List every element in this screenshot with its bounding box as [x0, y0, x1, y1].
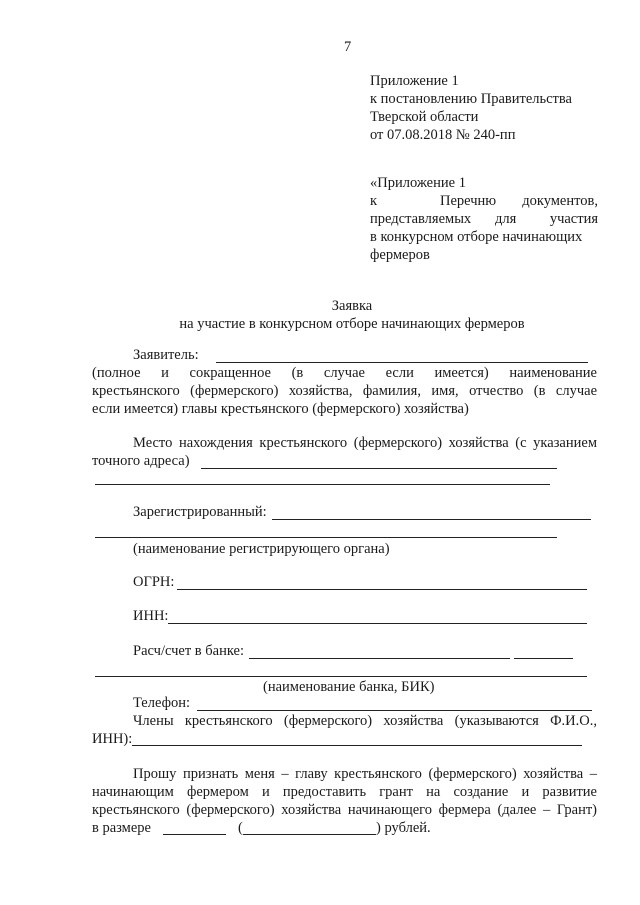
- inn-field-line[interactable]: [168, 623, 587, 624]
- reference-line: [370, 210, 598, 228]
- ogrn-label: ОГРН:: [133, 574, 175, 590]
- request-text: начинающим фермером и предоставить грант на создание и развитие: [92, 784, 597, 800]
- bank-field-line[interactable]: [95, 676, 587, 677]
- reference-word: Перечню: [440, 193, 497, 209]
- registered-field-line[interactable]: [272, 519, 591, 520]
- reference-word: представляемых: [370, 211, 472, 227]
- request-text: ) рублей.: [376, 820, 431, 836]
- applicant-note: (полное и сокращенное (в случае если имеется) наименование: [92, 365, 597, 381]
- reference-word: участия: [549, 211, 598, 227]
- phone-field-line[interactable]: [197, 710, 592, 711]
- grant-amount-words-field[interactable]: [243, 834, 376, 835]
- applicant-field-line[interactable]: [216, 362, 588, 363]
- ogrn-field-line[interactable]: [177, 589, 587, 590]
- document-title: Заявка: [331, 298, 373, 314]
- reference-line: в конкурсном отборе начинающих: [370, 229, 583, 245]
- registered-label: Зарегистрированный:: [133, 504, 267, 520]
- reference-line: фермеров: [370, 247, 430, 263]
- location-field-line[interactable]: [201, 468, 557, 469]
- members-label: Члены крестьянского (фермерского) хозяйства (указываются Ф.И.О.,: [133, 713, 597, 729]
- request-text: (: [238, 820, 243, 836]
- members-label: ИНН):: [92, 731, 133, 747]
- appendix-line: к постановлению Правительства: [370, 91, 572, 107]
- location-field-line[interactable]: [95, 484, 550, 485]
- grant-amount-field[interactable]: [163, 834, 226, 835]
- applicant-note: крестьянского (фермерского) хозяйства, фамилия, имя, отчество (в случае: [92, 383, 597, 399]
- reference-line: «Приложение 1: [370, 175, 466, 191]
- applicant-note: если имеется) главы крестьянского (фермерского) хозяйства): [92, 401, 469, 417]
- location-label: Место нахождения крестьянского (фермерского) хозяйства (с указанием: [133, 435, 597, 451]
- bank-note: (наименование банка, БИК): [263, 679, 435, 695]
- bank-label: Расч/счет в банке:: [133, 643, 244, 659]
- reference-word: документов,: [522, 193, 598, 209]
- request-text: Прошу признать меня – главу крестьянского (фермерского) хозяйства –: [133, 766, 597, 782]
- inn-label: ИНН:: [133, 608, 169, 624]
- members-field-line[interactable]: [132, 745, 582, 746]
- appendix-line: Приложение 1: [370, 73, 459, 89]
- request-text: в размере: [92, 820, 151, 836]
- reference-line: [370, 192, 598, 210]
- location-label: точного адреса): [92, 453, 190, 469]
- page-number: 7: [344, 39, 352, 55]
- applicant-label: Заявитель:: [133, 347, 199, 363]
- bank-field-line[interactable]: [514, 658, 573, 659]
- phone-label: Телефон:: [133, 695, 191, 711]
- registered-field-line[interactable]: [95, 537, 557, 538]
- appendix-line: Тверской области: [370, 109, 479, 125]
- registered-note: (наименование регистрирующего органа): [133, 541, 390, 557]
- reference-word: для: [495, 211, 517, 227]
- reference-word: к: [370, 193, 378, 209]
- appendix-line: от 07.08.2018 № 240-пп: [370, 127, 516, 143]
- bank-field-line[interactable]: [249, 658, 510, 659]
- request-text: крестьянского (фермерского) хозяйства начинающего фермера (далее – Грант): [92, 802, 597, 818]
- document-subtitle: на участие в конкурсном отборе начинающих фермеров: [179, 316, 525, 332]
